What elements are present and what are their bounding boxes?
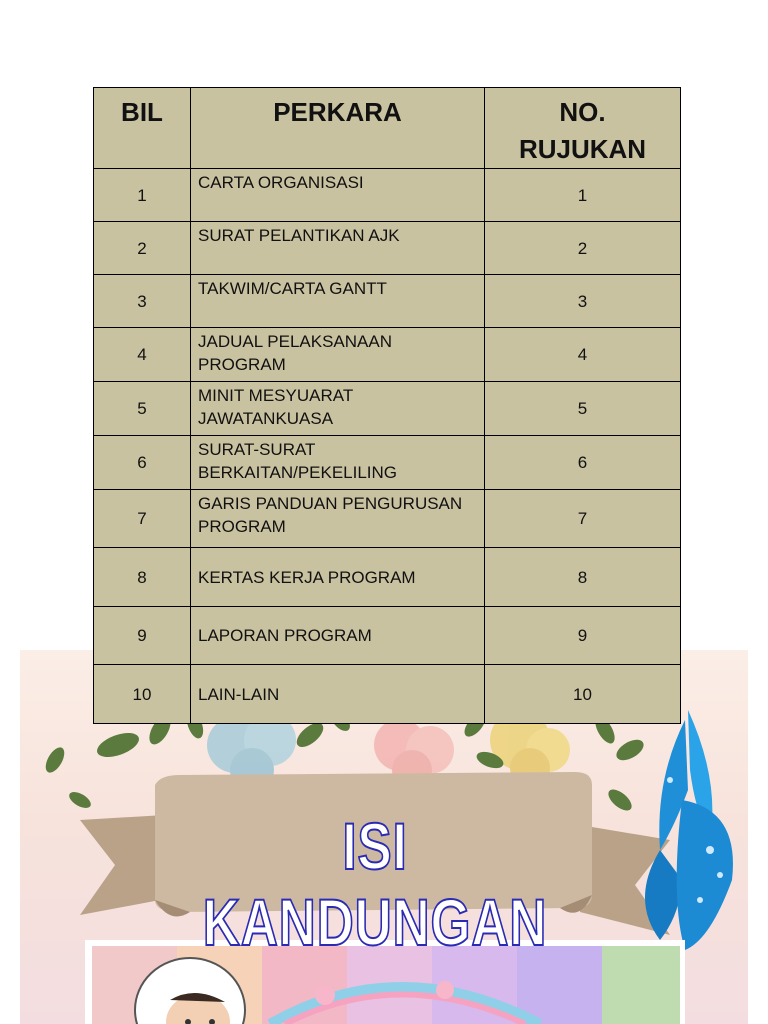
table-row xyxy=(94,382,681,436)
cell-rujukan: 10 xyxy=(485,665,681,724)
cell-perkara: SURAT PELANTIKAN AJK xyxy=(191,222,485,275)
cell-rujukan: 7 xyxy=(485,490,681,548)
table-header-row xyxy=(94,88,681,169)
cell-rujukan: 1 xyxy=(485,169,681,222)
cell-rujukan: 8 xyxy=(485,548,681,607)
cell-perkara: SURAT-SURAT BERKAITAN/PEKELILING xyxy=(191,436,485,490)
cell-rujukan: 5 xyxy=(485,382,681,436)
header-bil: BIL xyxy=(94,88,191,169)
header-no-rujukan-line2: RUJUKAN xyxy=(518,134,647,164)
table-row xyxy=(94,169,681,222)
table-row xyxy=(94,275,681,328)
cell-perkara: CARTA ORGANISASI xyxy=(191,169,485,222)
cell-rujukan: 2 xyxy=(485,222,681,275)
cell-rujukan: 4 xyxy=(485,328,681,382)
table-row xyxy=(94,548,681,607)
cell-perkara: TAKWIM/CARTA GANTT xyxy=(191,275,485,328)
cell-perkara: JADUAL PELAKSANAAN PROGRAM xyxy=(191,328,485,382)
table-row xyxy=(94,436,681,490)
cell-rujukan: 9 xyxy=(485,607,681,665)
cell-perkara: LAIN-LAIN xyxy=(191,665,485,724)
table-row xyxy=(94,665,681,724)
table-row xyxy=(94,328,681,382)
cell-bil: 8 xyxy=(94,548,191,607)
header-no-rujukan-line1: NO. xyxy=(559,97,606,127)
cell-bil: 3 xyxy=(94,275,191,328)
cell-perkara: LAPORAN PROGRAM xyxy=(191,607,485,665)
cell-bil: 2 xyxy=(94,222,191,275)
cell-rujukan: 6 xyxy=(485,436,681,490)
cell-perkara: KERTAS KERJA PROGRAM xyxy=(191,548,485,607)
cell-bil: 9 xyxy=(94,607,191,665)
header-no-rujukan xyxy=(485,88,681,169)
cell-bil: 6 xyxy=(94,436,191,490)
cell-perkara: MINIT MESYUARAT JAWATANKUASA xyxy=(191,382,485,436)
table-row xyxy=(94,490,681,548)
cell-bil: 5 xyxy=(94,382,191,436)
contents-table xyxy=(93,87,681,724)
cell-bil: 7 xyxy=(94,490,191,548)
cell-rujukan: 3 xyxy=(485,275,681,328)
cell-bil: 1 xyxy=(94,169,191,222)
cell-bil: 4 xyxy=(94,328,191,382)
table-row xyxy=(94,607,681,665)
table-row xyxy=(94,222,681,275)
butterfly-icon xyxy=(645,710,733,950)
banner-title: ISI KANDUNGAN xyxy=(202,809,548,959)
cell-bil: 10 xyxy=(94,665,191,724)
header-perkara: PERKARA xyxy=(191,88,485,169)
cell-perkara: GARIS PANDUAN PENGURUSAN PROGRAM xyxy=(191,490,485,548)
